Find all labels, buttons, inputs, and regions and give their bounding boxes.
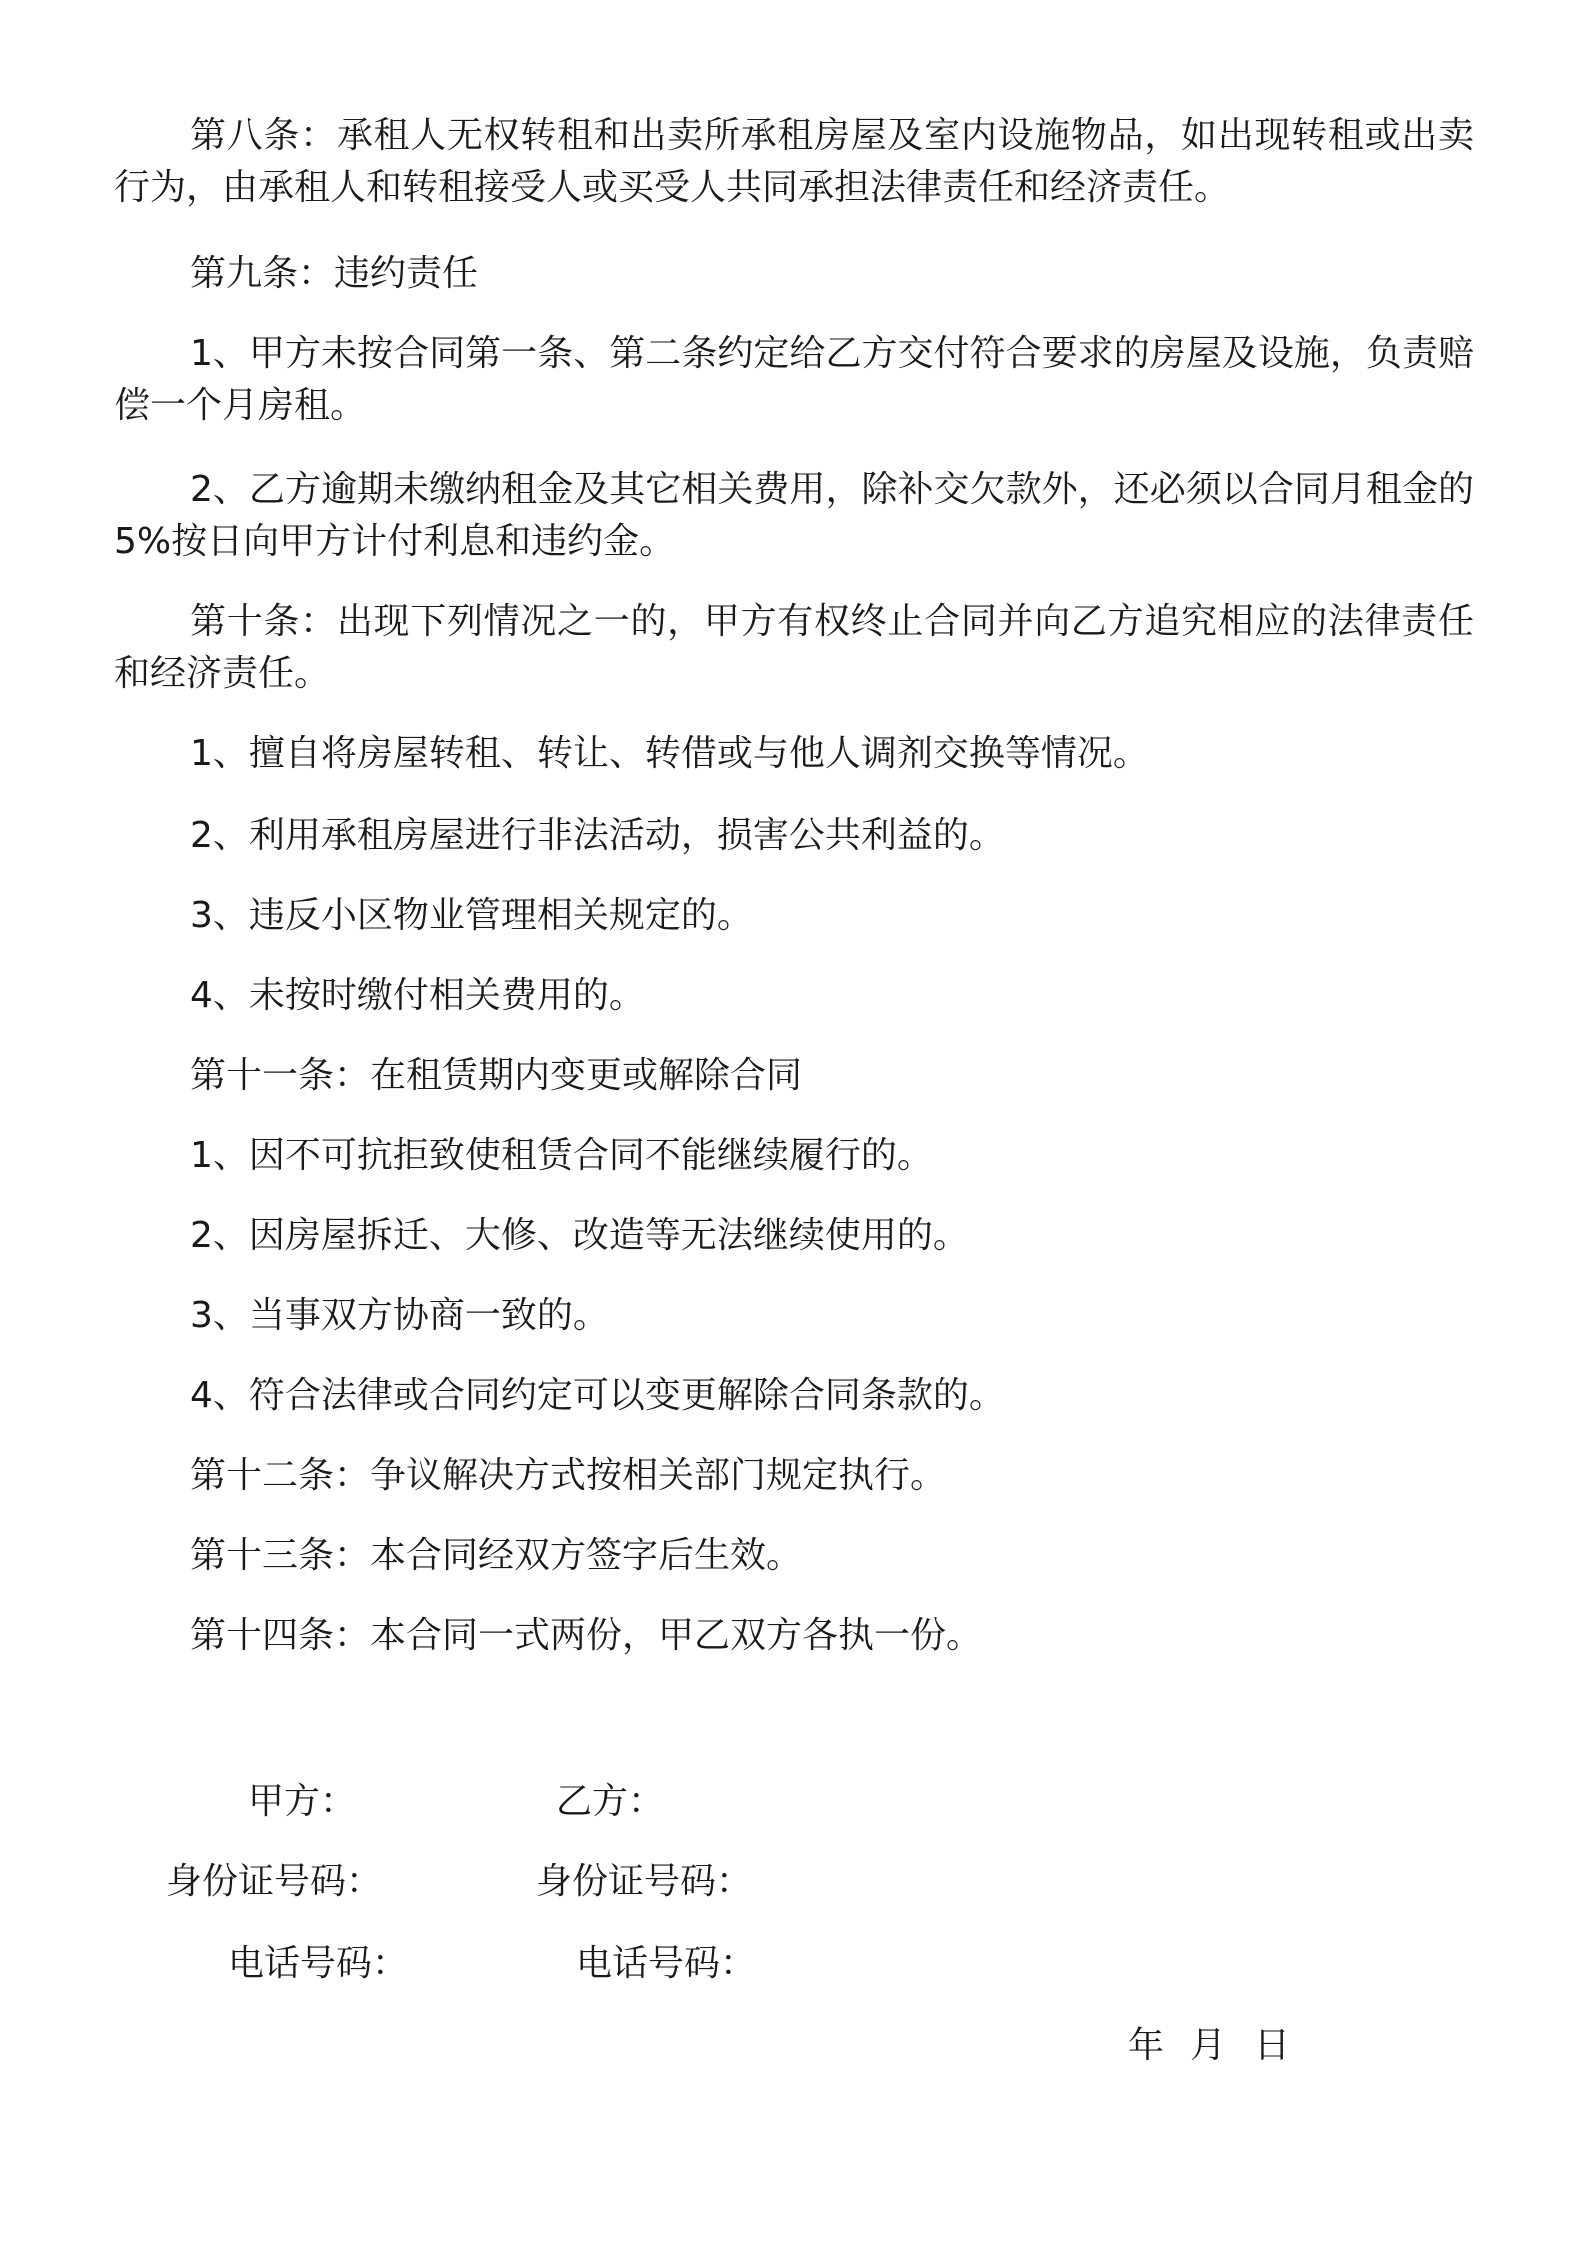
article-10-item-2: 2、利用承租房屋进行非法活动，损害公共利益的。 xyxy=(190,815,1005,856)
article-10-item-3: 3、违反小区物业管理相关规定的。 xyxy=(190,895,753,936)
date-year-label: 年 xyxy=(1128,2025,1165,2066)
party-b-id-label: 身份证号码： xyxy=(536,1861,753,1902)
date-month-label: 月 xyxy=(1190,2025,1227,2066)
party-b-label: 乙方： xyxy=(556,1781,665,1822)
party-a-id-label: 身份证号码： xyxy=(166,1861,383,1902)
article-13-paragraph: 第十三条：本合同经双方签字后生效。 xyxy=(190,1535,803,1576)
article-12-paragraph: 第十二条：争议解决方式按相关部门规定执行。 xyxy=(190,1455,947,1496)
party-a-label: 甲方： xyxy=(248,1781,357,1822)
article-11-heading: 第十一条：在租赁期内变更或解除合同 xyxy=(190,1055,803,1096)
article-10-paragraph: 第十条：出现下列情况之一的，甲方有权终止合同并向乙方追究相应的法律责任和经济责任。 xyxy=(114,601,1474,694)
article-14-paragraph: 第十四条：本合同一式两份，甲乙双方各执一份。 xyxy=(190,1615,983,1656)
date-day-label: 日 xyxy=(1254,2025,1291,2066)
article-10-item-4: 4、未按时缴付相关费用的。 xyxy=(190,975,645,1016)
party-a-phone-label: 电话号码： xyxy=(228,1943,409,1984)
article-11-item-3: 3、当事双方协商一致的。 xyxy=(190,1295,609,1336)
article-10-item-1: 1、擅自将房屋转租、转让、转借或与他人调剂交换等情况。 xyxy=(190,733,1149,774)
article-9-heading: 第九条：违约责任 xyxy=(190,253,479,294)
article-8-paragraph: 第八条：承租人无权转租和出卖所承租房屋及室内设施物品，如出现转租或出卖行为，由承租人和转租接受人或买受人共同承担法律责任和经济责任。 xyxy=(114,115,1474,208)
article-11-item-4: 4、符合法律或合同约定可以变更解除合同条款的。 xyxy=(190,1375,1005,1416)
article-9-item-2: 2、乙方逾期未缴纳租金及其它相关费用，除补交欠款外，还必须以合同月租金的 5%按日向甲方计付利息和违约金。 xyxy=(114,469,1474,562)
party-b-phone-label: 电话号码： xyxy=(576,1943,757,1984)
article-11-item-2: 2、因房屋拆迁、大修、改造等无法继续使用的。 xyxy=(190,1215,969,1256)
article-11-item-1: 1、因不可抗拒致使租赁合同不能继续履行的。 xyxy=(190,1135,933,1176)
article-9-item-1: 1、甲方未按合同第一条、第二条约定给乙方交付符合要求的房屋及设施，负责赔偿一个月房租。 xyxy=(114,333,1474,426)
